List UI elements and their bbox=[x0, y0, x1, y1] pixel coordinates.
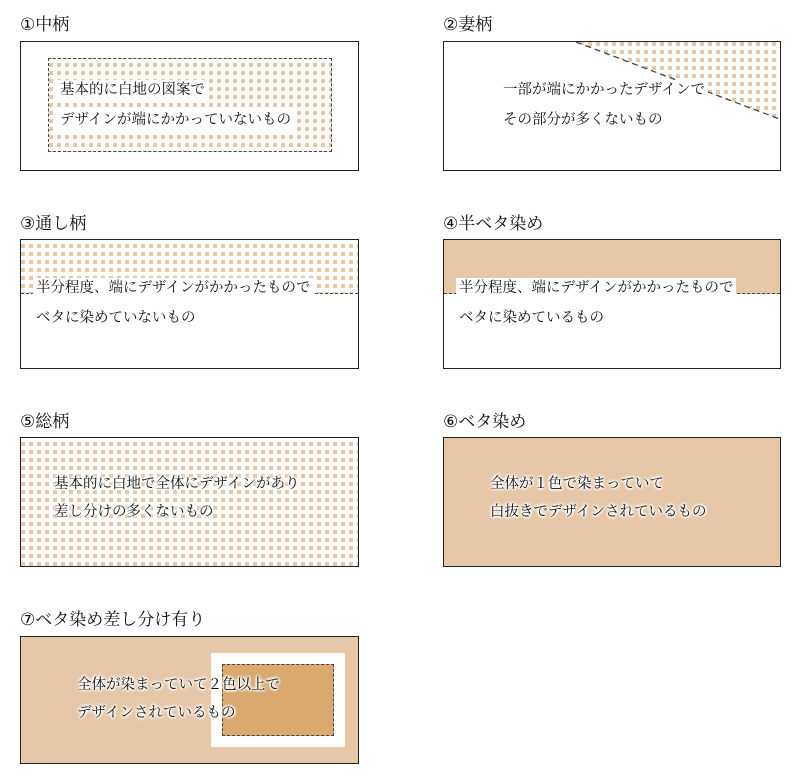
panel-7-text bbox=[77, 677, 280, 722]
panel-1-text bbox=[57, 80, 294, 131]
panel-3-line-2: ベタに染めていないもの bbox=[33, 308, 199, 329]
panel-4-title: ④半ベタ染め bbox=[443, 214, 544, 234]
panel-2-title: ②妻柄 bbox=[443, 15, 493, 35]
panel-3-line-1: 半分程度、端にデザインがかかったもので bbox=[33, 278, 313, 299]
panel-4-line-2: ベタに染めているもの bbox=[456, 308, 607, 329]
panel-5-line-2: 差し分けの多くないもの bbox=[54, 504, 214, 520]
panel-1-line-2: デザインが端にかかっていないもの bbox=[57, 110, 294, 131]
panel-1-line-1: 基本的に白地の図案で bbox=[57, 80, 208, 101]
panel-1-frame bbox=[20, 41, 359, 171]
panel-6-line-1: 全体が１色で染まっていて bbox=[490, 476, 664, 492]
panel-2-line-1: 一部が端にかかったデザインで bbox=[500, 80, 708, 101]
panel-7-line-2: デザインされているもの bbox=[77, 705, 236, 721]
panel-5-text bbox=[54, 476, 299, 521]
panel-4-line-1: 半分程度、端にデザインがかかったもので bbox=[456, 278, 736, 299]
panel-6-line-2: 白抜きでデザインされているもの bbox=[490, 504, 707, 520]
panel-5-title: ⑤総柄 bbox=[20, 412, 70, 432]
panel-2-frame bbox=[443, 41, 781, 171]
panel-6-text bbox=[490, 476, 706, 521]
panel-6-title: ⑥ベタ染め bbox=[443, 412, 527, 432]
panel-7-frame bbox=[20, 636, 359, 764]
panel-7-line-1: 全体が染まっていて２色以上で bbox=[77, 677, 280, 693]
panel-5-frame bbox=[20, 437, 359, 567]
panel-1-title: ①中柄 bbox=[20, 15, 70, 35]
panel-3-text bbox=[33, 278, 313, 329]
panel-3-frame bbox=[20, 239, 359, 369]
panel-2-line-2: その部分が多くないもの bbox=[500, 110, 666, 131]
panel-7-title: ⑦ベタ染め差し分け有り bbox=[20, 610, 206, 630]
panel-3-title: ③通し柄 bbox=[20, 214, 87, 234]
panel-5-line-1: 基本的に白地で全体にデザインがあり bbox=[54, 476, 300, 492]
panel-2-text bbox=[500, 80, 708, 131]
panel-4-frame bbox=[443, 239, 781, 369]
panel-6-frame bbox=[443, 437, 781, 567]
panel-4-text bbox=[456, 278, 736, 329]
